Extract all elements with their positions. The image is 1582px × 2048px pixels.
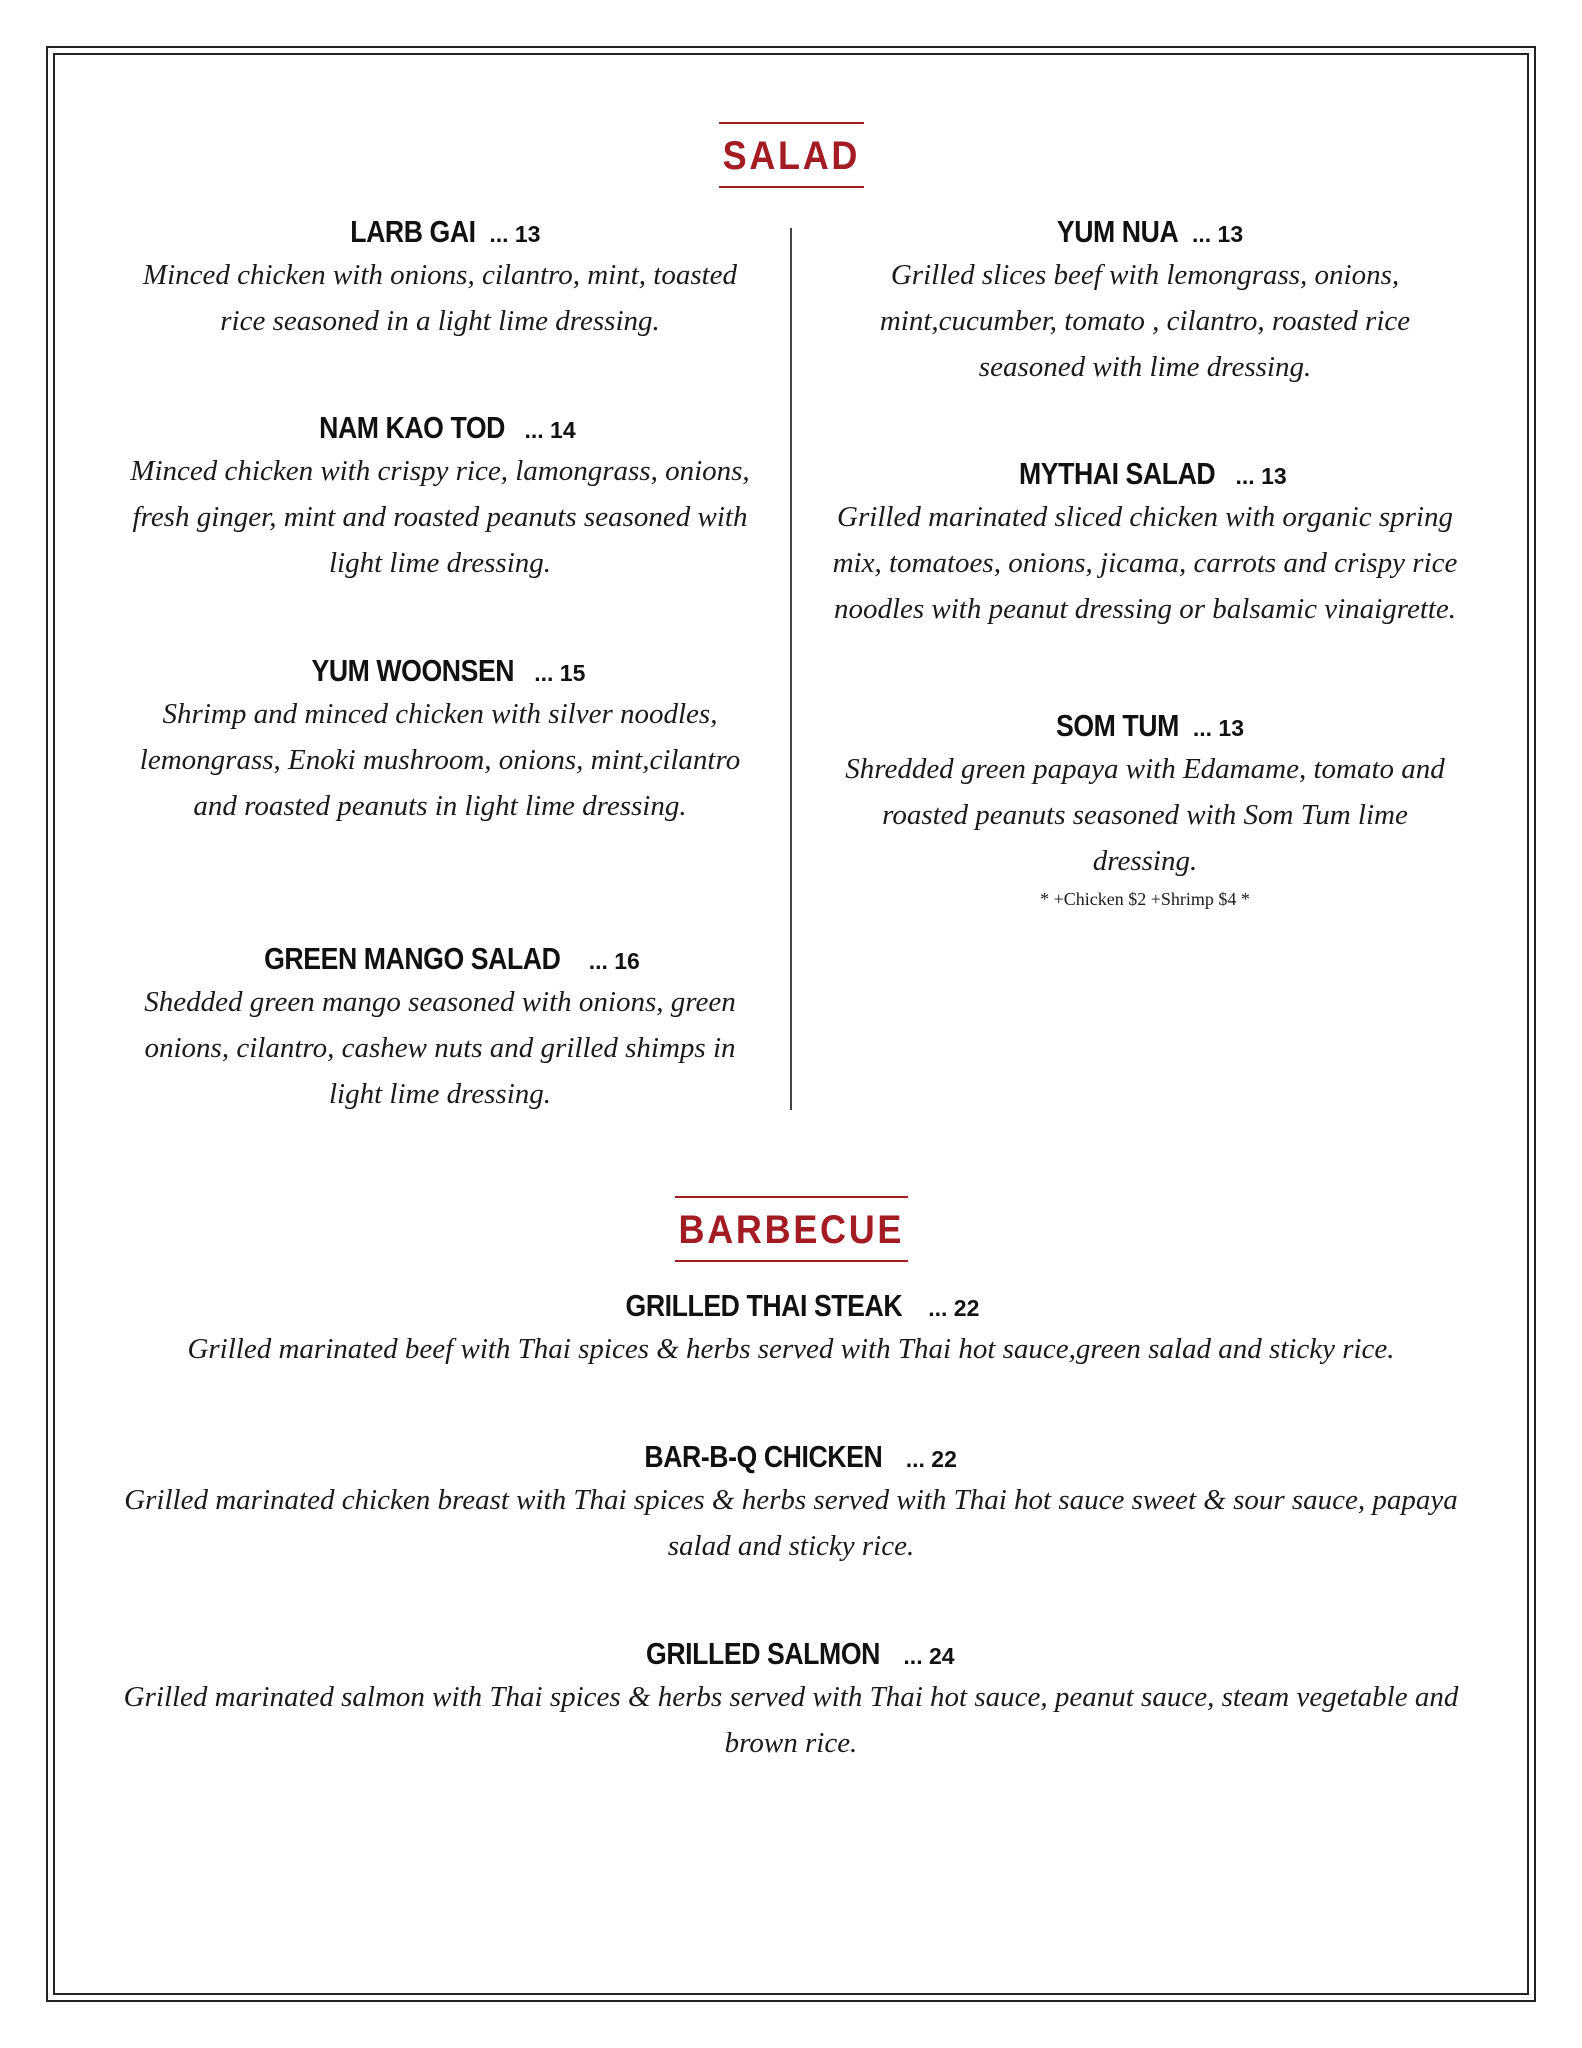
menu-item bbox=[120, 1286, 1462, 1437]
menu-item bbox=[120, 1437, 1462, 1634]
item-name: GRILLED SALMON bbox=[646, 1636, 881, 1671]
item-description: Shredded green papaya with Edamame, tomato and roasted peanuts seasoned with Som Tum lime dressing. bbox=[845, 753, 1445, 877]
item-price: ... 22 bbox=[928, 1295, 980, 1321]
menu-item bbox=[830, 454, 1460, 706]
menu-item bbox=[830, 706, 1460, 914]
menu-item bbox=[830, 212, 1460, 454]
item-description: Grilled marinated sliced chicken with organic spring mix, tomatoes, onions, jicama, carrots and crispy rice noodles with peanut dressing or balsamic vinaigrette. bbox=[832, 501, 1458, 625]
barbecue-title: BARBECUE bbox=[675, 1196, 908, 1262]
barbecue-list bbox=[120, 1286, 1462, 1766]
item-name: GRILLED THAI STEAK bbox=[625, 1288, 902, 1323]
salad-right-column bbox=[830, 212, 1460, 914]
menu-item bbox=[130, 212, 750, 408]
item-price: ... 13 bbox=[489, 221, 541, 247]
column-divider bbox=[790, 228, 792, 1110]
item-description: Grilled marinated beef with Thai spices & herbs served with Thai hot sauce,green salad and sticky rice. bbox=[187, 1333, 1395, 1365]
item-price: ... 16 bbox=[588, 948, 640, 974]
item-description: Grilled marinated salmon with Thai spices & herbs served with Thai hot sauce, peanut sauce, steam vegetable and brown rice. bbox=[123, 1681, 1459, 1759]
item-name: MYTHAI SALAD bbox=[1019, 456, 1216, 491]
item-description: Shrimp and minced chicken with silver noodles, lemongrass, Enoki mushroom, onions, mint,cilantro and roasted peanuts in light lime dressing. bbox=[139, 698, 741, 822]
item-price: ... 14 bbox=[524, 417, 576, 443]
menu-item bbox=[130, 939, 750, 1117]
item-price: ... 22 bbox=[905, 1446, 957, 1472]
salad-title: SALAD bbox=[719, 122, 864, 188]
item-name: LARB GAI bbox=[349, 214, 476, 249]
item-description: Minced chicken with crispy rice, lamongrass, onions, fresh ginger, mint and roasted peanuts seasoned with light lime dressing. bbox=[130, 455, 750, 579]
salad-section-header bbox=[0, 122, 1582, 188]
item-name: BAR-B-Q CHICKEN bbox=[644, 1439, 883, 1474]
barbecue-section-header bbox=[0, 1196, 1582, 1262]
item-price: ... 24 bbox=[903, 1643, 955, 1669]
item-description: Minced chicken with onions, cilantro, mint, toasted rice seasoned in a light lime dressing. bbox=[142, 259, 738, 337]
add-on-note: * +Chicken $2 +Shrimp $4 * bbox=[1040, 889, 1250, 909]
item-price: ... 13 bbox=[1192, 221, 1244, 247]
item-price: ... 13 bbox=[1192, 715, 1245, 741]
item-name: NAM KAO TOD bbox=[319, 410, 506, 445]
item-description: Shedded green mango seasoned with onions, green onions, cilantro, cashew nuts and grilled shimps in light lime dressing. bbox=[144, 986, 736, 1110]
menu-item bbox=[120, 1634, 1462, 1766]
item-name: GREEN MANGO SALAD bbox=[264, 941, 561, 976]
item-price: ... 13 bbox=[1235, 463, 1287, 489]
item-name: YUM WOONSEN bbox=[311, 653, 514, 688]
item-name: YUM NUA bbox=[1056, 214, 1179, 249]
item-name: SOM TUM bbox=[1055, 708, 1179, 743]
item-description: Grilled marinated chicken breast with Thai spices & herbs served with Thai hot sauce sweet & sour sauce, papaya salad and sticky rice. bbox=[124, 1484, 1458, 1562]
menu-item bbox=[130, 408, 750, 651]
salad-left-column bbox=[130, 212, 750, 1117]
item-description: Grilled slices beef with lemongrass, onions, mint,cucumber, tomato , cilantro, roasted rice seasoned with lime dressing. bbox=[879, 259, 1411, 383]
menu-item bbox=[130, 651, 750, 939]
item-price: ... 15 bbox=[534, 660, 586, 686]
